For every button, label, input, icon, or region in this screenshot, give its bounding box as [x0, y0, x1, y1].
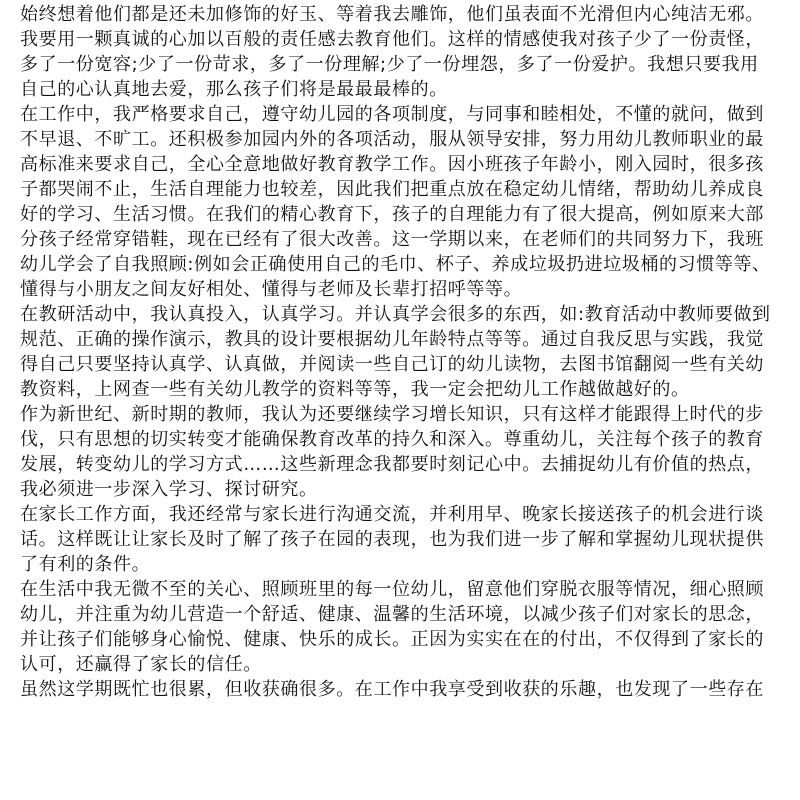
text-line: 发展，转变幼儿的学习方式……这些新理念我都要时刻记心中。去捕捉幼儿有价值的热点，: [20, 454, 764, 475]
text-line: 在家长工作方面，我还经常与家长进行沟通交流，并利用早、晚家长接送孩子的机会进行谈: [20, 504, 764, 525]
text-line: 多了一份宽容;少了一份苛求，多了一份理解;少了一份埋怨，多了一份爱护。我想只要我用: [20, 54, 759, 75]
text-line: 教资料，上网查一些有关幼儿教学的资料等等，我一定会把幼儿工作越做越好的。: [20, 379, 690, 400]
text-line: 好的学习、生活习惯。在我们的精心教育下，孩子的自理能力有了很大提高，例如原来大部: [20, 204, 764, 225]
text-line: 子都哭闹不止，生活自理能力也较差，因此我们把重点放在稳定幼儿情绪，帮助幼儿养成良: [20, 179, 764, 200]
text-line: 了有利的条件。: [20, 554, 151, 575]
text-line: 我必须进一步深入学习、探讨研究。: [20, 479, 318, 500]
text-line: 不早退、不旷工。还积极参加园内外的各项活动，服从领导安排，努力用幼儿教师职业的最: [20, 129, 764, 150]
text-line: 在工作中，我严格要求自己，遵守幼儿园的各项制度，与同事和睦相处，不懂的就问，做到: [20, 104, 764, 125]
text-line: 分孩子经常穿错鞋，现在已经有了很大改善。这一学期以来，在老师们的共同努力下，我班: [20, 229, 764, 250]
text-line: 自己的心认真地去爱，那么孩子们将是最最最棒的。: [20, 79, 448, 100]
text-line: 幼儿，并注重为幼儿营造一个舒适、健康、温馨的生活环境，以减少孩子们对家长的思念，: [20, 604, 764, 625]
text-line: 高标准来要求自己，全心全意地做好教育教学工作。因小班孩子年龄小，刚入园时，很多孩: [20, 154, 764, 175]
text-line: 在教研活动中，我认真投入，认真学习。并认真学会很多的东西，如:教育活动中教师要做到: [20, 304, 771, 325]
text-line: 认可，还赢得了家长的信任。: [20, 654, 262, 675]
text-line: 幼儿学会了自我照顾:例如会正确使用自己的毛巾、杯子、养成垃圾扔进垃圾桶的习惯等等、: [20, 254, 771, 275]
text-line: 虽然这学期既忙也很累，但收获确很多。在工作中我享受到收获的乐趣，也发现了一些存在: [20, 679, 764, 700]
text-line: 伐，只有思想的切实转变才能确保教育改革的持久和深入。尊重幼儿，关注每个孩子的教育: [20, 429, 764, 450]
document-text: [20, 2, 782, 702]
text-line: 作为新世纪、新时期的教师，我认为还要继续学习增长知识，只有这样才能跟得上时代的步: [20, 404, 764, 425]
text-line: 我要用一颗真诚的心加以百般的责任感去教育他们。这样的情感使我对孩子少了一份责怪，: [20, 29, 764, 50]
text-line: 得自己只要坚持认真学、认真做，并阅读一些自己订的幼儿读物，去图书馆翻阅一些有关幼: [20, 354, 764, 375]
text-line: 规范、正确的操作演示，教具的设计要根据幼儿年龄特点等等。通过自我反思与实践，我觉: [20, 329, 764, 350]
text-line: 始终想着他们都是还未加修饰的好玉、等着我去雕饰，他们虽表面不光滑但内心纯洁无邪。: [20, 4, 764, 25]
text-line: 话。这样既让让家长及时了解了孩子在园的表现，也为我们进一步了解和掌握幼儿现状提供: [20, 529, 764, 550]
text-line: 懂得与小朋友之间友好相处、懂得与老师及长辈打招呼等等。: [20, 279, 523, 300]
text-line: 并让孩子们能够身心愉悦、健康、快乐的成长。正因为实实在在的付出，不仅得到了家长的: [20, 629, 764, 650]
text-line: 在生活中我无微不至的关心、照顾班里的每一位幼儿，留意他们穿脱衣服等情况，细心照顾: [20, 579, 764, 600]
